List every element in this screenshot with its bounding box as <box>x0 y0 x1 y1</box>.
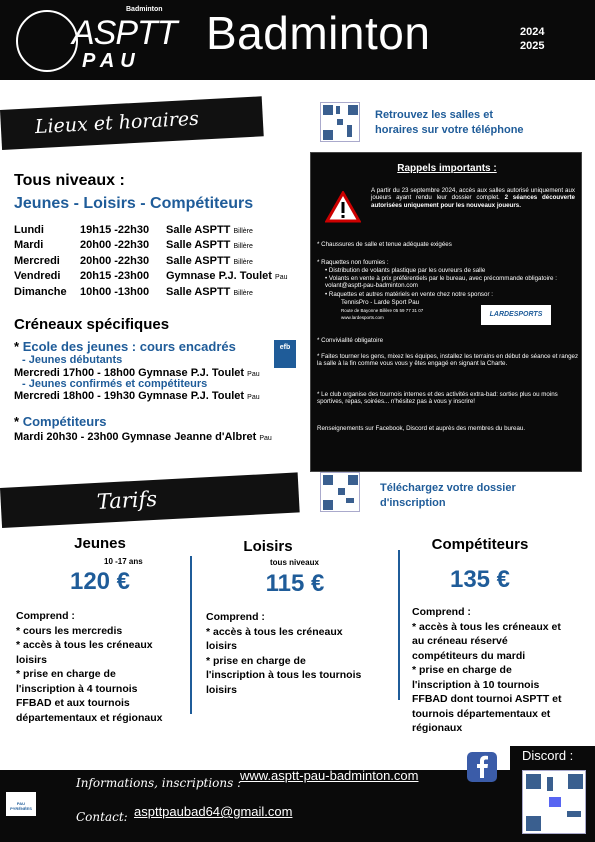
qr-salles-caption <box>375 108 524 138</box>
schedule-time <box>80 253 166 269</box>
tarif-jeunes-line: * cours les mercredis <box>16 624 123 637</box>
tarif-jeunes-line: loisirs <box>16 653 47 666</box>
qr-inscription-line2: d'inscription <box>380 497 446 509</box>
qr-salles-line2: horaires sur votre téléphone <box>375 124 524 136</box>
sponsor-logo-text: PAU PYRÉNÉES <box>10 801 32 811</box>
schedule-city: Billère <box>233 258 253 266</box>
rappels-tourner: * Faites tourner les gens, mixez les équipes, installez les terrains en début de séance et rangez la salle à la fin comme vous vous y êtes engagé en signant la Charte. <box>317 353 579 368</box>
rappels-volants2: • Volants en vente à prix préférentiels par le bureau, avec précommande obligatoire : volant@asptt-pau-badminton.com <box>325 275 557 290</box>
tarif-competiteurs-line: compétiteurs du mardi <box>412 649 526 662</box>
schedule-day <box>14 222 80 238</box>
contact-label: Contact: <box>76 810 128 824</box>
schedule-row <box>14 222 288 238</box>
tarif-jeunes-line: * accès à tous les créneaux <box>16 639 153 651</box>
tarif-competiteurs-line: tournois départementaux et <box>412 707 551 720</box>
rappels-title: Rappels importants : <box>397 163 497 174</box>
tarif-jeunes-title: Jeunes <box>74 535 126 552</box>
discord-label: Discord : <box>522 748 574 763</box>
logo-sub-text: PAU <box>82 50 141 72</box>
schedule-place <box>166 269 288 285</box>
compet-heading <box>14 414 106 429</box>
schedule-time-text: 20h00 -22h30 <box>80 254 150 267</box>
tarif-loisirs-price: 115 € <box>265 570 325 597</box>
schedule-day-text: Vendredi <box>14 270 61 283</box>
column-divider-2 <box>398 550 400 700</box>
logo-circle <box>16 10 78 72</box>
schedule-place <box>166 284 288 300</box>
tarif-competiteurs-desc <box>412 605 592 736</box>
schedule-time-text: 20h00 -22h30 <box>80 239 150 252</box>
tarif-competiteurs-line: régionaux <box>412 722 463 734</box>
tarif-competiteurs-price: 135 € <box>449 566 511 593</box>
rappels-box <box>310 152 582 472</box>
rappels-chaussures: * Chaussures de salle et tenue adéquate exigées <box>317 241 452 248</box>
tarif-competiteurs-line: l'inscription à 10 tournois <box>412 678 540 691</box>
info-label: Informations, inscriptions : <box>76 776 242 790</box>
schedule-place <box>166 253 288 269</box>
schedule-day-text: Mardi <box>14 239 44 252</box>
qr-inscription-caption <box>380 481 516 511</box>
schedule-place-text: Gymnase P.J. Toulet <box>166 270 272 283</box>
schedule-time <box>80 222 166 238</box>
schedule-city: Billère <box>233 227 253 235</box>
schedule-day <box>14 253 80 269</box>
schedule-day-text: Lundi <box>14 223 44 236</box>
warning-icon <box>325 191 361 223</box>
tarif-loisirs-title: Loisirs <box>243 538 293 555</box>
schedule-time-text: 10h00 -13h00 <box>80 285 150 298</box>
compet-city: Pau <box>259 435 272 442</box>
tarif-loisirs-line: loisirs <box>206 640 237 652</box>
tarif-jeunes-line: Comprend : <box>16 610 75 622</box>
tarif-jeunes-desc <box>16 609 196 725</box>
rappels-volants1: • Distribution de volants plastique par les ouvreurs de salle <box>325 267 486 274</box>
schedule-row <box>14 284 288 300</box>
schedule-row <box>14 238 288 254</box>
logo-small-text: Badminton <box>126 6 163 13</box>
schedule-place <box>166 222 288 238</box>
tarif-loisirs-sub: tous niveaux <box>270 558 319 567</box>
schedule-time-text: 20h15 -23h00 <box>80 270 150 283</box>
rappels-warning <box>371 187 575 209</box>
tarif-jeunes-line: départementaux et régionaux <box>16 711 163 724</box>
debutants-label: - Jeunes débutants <box>22 354 123 366</box>
debutants-city: Pau <box>247 371 260 378</box>
schedule-table <box>14 222 288 300</box>
schedule-place <box>166 238 288 254</box>
qr-code-inscription[interactable] <box>320 472 360 512</box>
rappels-convivialite: * Convivialité obligatoire <box>317 337 384 344</box>
tarif-loisirs-line: loisirs <box>206 683 237 696</box>
schedule-time-text: 19h15 -22h30 <box>80 223 150 236</box>
lardesports-logo: LARDESPORTS <box>481 305 551 325</box>
column-divider-1 <box>190 556 192 714</box>
club-logo <box>16 6 177 74</box>
rappels-club: * Le club organise des tournois internes et des activités extra-bad: sorties plus ou moins sportives, repas, soirées... n'hésitez pas à vous y inscrire! <box>317 391 558 406</box>
logo-main-text: ASPTT <box>72 14 177 52</box>
efb-badge: efb <box>274 340 296 368</box>
website-link[interactable]: www.asptt-pau-badminton.com <box>240 768 419 783</box>
tarif-jeunes-sub: 10 -17 ans <box>104 557 143 566</box>
compet-star: * <box>14 414 20 429</box>
confirmes-line <box>14 390 260 402</box>
tarif-loisirs-line: l'inscription à tous les tournois <box>206 669 362 681</box>
qr-code-discord[interactable] <box>522 770 586 834</box>
rappels-warning-1: A partir du 23 septembre 2024, accès aux salles autorisé uniquement aux joueurs ayant rendu leur dossier complet. <box>371 187 575 202</box>
rappels-sponsor: • Raquettes et autres matériels en vente chez notre sponsor : <box>325 291 493 298</box>
banner-lieux <box>0 96 264 150</box>
contact-email-link[interactable]: aspttpaubad64@gmail.com <box>134 804 293 819</box>
schedule-city: Pau <box>275 274 288 282</box>
tarif-competiteurs-line: * prise en charge de <box>412 664 512 676</box>
tarif-loisirs-line: * accès à tous les créneaux <box>206 625 343 638</box>
sponsor-name: TennisPro - Larde Sport Pau <box>341 299 420 306</box>
tarif-competiteurs-line: * accès à tous les créneaux et <box>412 620 561 633</box>
page-title: Badminton <box>206 7 431 59</box>
tarif-jeunes-price: 120 € <box>69 568 131 595</box>
qr-inscription-line1: Téléchargez votre dossier <box>380 482 516 494</box>
schedule-place-text: Salle ASPTT <box>166 285 231 298</box>
banner-lieux-label: Lieux et horaires <box>34 107 200 139</box>
rappels-facebook: Renseignements sur Facebook, Discord et auprès des membres du bureau. <box>317 425 526 432</box>
confirmes-city: Pau <box>247 394 260 401</box>
confirmes-text: Mercredi 18h00 - 19h30 Gymnase P.J. Toulet <box>14 390 245 402</box>
tarif-loisirs-line: Comprend : <box>206 611 265 623</box>
tarif-competiteurs-line: Comprend : <box>412 606 471 618</box>
compet-title: Compétiteurs <box>22 414 107 429</box>
sponsor-address: Route de Bayonne Billère 05 59 77 31 07 <box>341 308 424 313</box>
season-start: 2024 <box>520 26 545 38</box>
rappels-raquettes: * Raquettes non fournies : <box>317 259 389 266</box>
confirmes-label: - Jeunes confirmés et compétiteurs <box>22 378 208 390</box>
creneaux-title: Créneaux spécifiques <box>14 316 170 333</box>
schedule-place-text: Salle ASPTT <box>166 239 231 252</box>
schedule-city: Billère <box>233 243 253 251</box>
debutants-text: Mercredi 17h00 - 18h00 Gymnase P.J. Toulet <box>14 367 245 379</box>
schedule-city: Billère <box>233 289 253 297</box>
qr-salles-line1: Retrouvez les salles et <box>375 109 494 121</box>
tarif-competiteurs-title: Compétiteurs <box>431 536 529 553</box>
schedule-row <box>14 253 288 269</box>
schedule-day <box>14 269 80 285</box>
schedule-day <box>14 238 80 254</box>
compet-line <box>14 431 272 443</box>
tarif-loisirs-line: * prise en charge de <box>206 654 306 667</box>
facebook-icon[interactable] <box>467 752 497 782</box>
schedule-day-text: Mercredi <box>14 254 60 267</box>
schedule-place-text: Salle ASPTT <box>166 254 231 267</box>
banner-tarifs <box>0 472 300 528</box>
ecole-star: * <box>14 339 20 354</box>
compet-text: Mardi 20h30 - 23h00 Gymnase Jeanne d'Albret <box>14 431 257 443</box>
schedule-place-text: Salle ASPTT <box>166 223 231 236</box>
tarif-competiteurs-line: au créneau réservé <box>412 635 508 647</box>
tarif-jeunes-line: FFBAD et aux tournois <box>16 697 130 709</box>
schedule-row <box>14 269 288 285</box>
ecole-title: Ecole des jeunes : cours encadrés <box>22 339 236 354</box>
sponsor-logo <box>6 792 36 816</box>
schedule-day-text: Dimanche <box>14 285 67 298</box>
tarif-competiteurs-line: FFBAD dont tournoi ASPTT et <box>412 693 562 705</box>
rappels-warning-2: 2 séances découverte autorisées uniquement pour les nouveaux joueurs. <box>371 194 575 209</box>
schedule-time <box>80 269 166 285</box>
schedule-time <box>80 238 166 254</box>
season-end: 2025 <box>520 40 545 52</box>
tarif-jeunes-line: * prise en charge de <box>16 668 116 680</box>
tous-niveaux-heading: Tous niveaux : <box>14 172 125 189</box>
ecole-heading <box>14 339 236 354</box>
qr-code-salles[interactable] <box>320 102 360 142</box>
categories-subheading: Jeunes - Loisirs - Compétiteurs <box>14 195 254 212</box>
banner-tarifs-label: Tarifs <box>96 486 158 514</box>
sponsor-website: www.lardesports.com <box>341 315 384 320</box>
schedule-day <box>14 284 80 300</box>
tarif-jeunes-line: l'inscription à 4 tournois <box>16 682 138 695</box>
schedule-time <box>80 284 166 300</box>
tarif-loisirs-desc <box>206 610 396 697</box>
